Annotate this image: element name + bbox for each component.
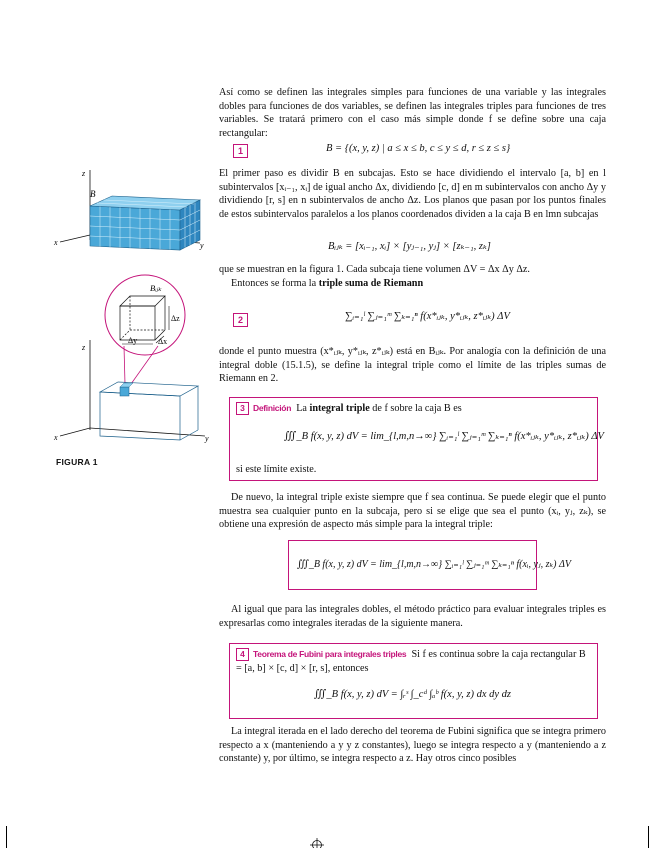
riemann-intro-text: Entonces se forma la: [231, 278, 319, 289]
riemann-term: triple suma de Riemann: [318, 278, 424, 289]
subbox-equation: Bᵢⱼₖ = [xᵢ₋₁, xᵢ] × [yⱼ₋₁, yⱼ] × [zₖ₋₁, zₖ]: [328, 241, 491, 252]
simple-formula-box: [288, 540, 571, 590]
definition-text-after: de f sobre la caja B es: [369, 403, 462, 414]
label-delta-y: Δy: [128, 336, 138, 345]
label-delta-z: Δz: [171, 314, 180, 323]
small-subbox: [120, 383, 133, 396]
fubini-formula: ∭_B f(x, y, z) dV = ∫ᵣˢ ∫_cᵈ ∫ₐᵇ f(x, y, z) dx dy dz: [314, 689, 512, 700]
definition-text-before: La: [296, 403, 310, 414]
eq1-box-definition: B = {(x, y, z) | a ≤ x ≤ b, c ≤ y ≤ d, r ≤ z ≤ s}: [326, 143, 511, 154]
definition-closing: si este límite existe.: [236, 464, 317, 475]
definition-number: 3: [236, 402, 249, 415]
fubini-header: [236, 648, 588, 675]
simple-formula: ∭_B f(x, y, z) dV = lim_{l,m,n→∞} ∑ᵢ₌₁ˡ ∑ⱼ₌₁ᵐ ∑ₖ₌₁ⁿ f(xᵢ, yⱼ, zₖ) ΔV: [297, 559, 571, 570]
label-delta-x: Δx: [158, 337, 168, 346]
subdivision-paragraph: El primer paso es dividir B en subcajas. Esto se hace dividiendo el intervalo [a, b] en l subintervalos [xᵢ₋₁, xᵢ] de igual ancho Δx, dividiendo [c, d] en m subintervalos con ancho Δy y dividiendo [r, s] en n subintervalos de ancho Δz. Los planos que pasan por los puntos finales de estos subintervalos paralelos a los planos coordenados dividen a la caja B en lmn subcajas: [219, 168, 606, 220]
iterated-integral-paragraph: La integral iterada en el lado derecho del teorema de Fubini significa que se integra primero respecto a x (manteniendo a y y z constantes), luego se integra respecto a y (manteniendo a z constante) y, por último, se integra respecto a z. Hay otros cinco posibles: [219, 726, 606, 765]
label-B: B: [90, 189, 96, 199]
continuity-paragraph: De nuevo, la integral triple existe siempre que f sea continua. Se puede elegir que el punto muestra sea cualquier punto en la subcaja, pero si se elige que sea el punto (xᵢ, yⱼ, zₖ), se obtiene una expresión de aspecto más simple para la integral triple:: [219, 492, 606, 531]
axis-y-label-bottom: y: [205, 434, 209, 443]
crop-mark-left: [6, 826, 7, 848]
axis-x-label-top: x: [54, 238, 58, 247]
fubini-theorem-box: [229, 643, 598, 719]
axis-x-label-bottom: x: [54, 433, 58, 442]
sample-point-paragraph: donde el punto muestra (x*ᵢⱼₖ, y*ᵢⱼₖ, z*ᵢⱼₖ) está en Bᵢⱼₖ. Por analogía con la definición de una integral doble (15.1.5), se define la integral triple como el límite de las triples sumas de Riemann en 2.: [219, 346, 606, 385]
fubini-number: 4: [236, 648, 249, 661]
definition-header: [236, 402, 462, 415]
definition-label: Definición: [253, 403, 292, 413]
axis-z-label-bottom: z: [82, 343, 86, 352]
intro-paragraph: Así como se definen las integrales simples para funciones de una variable y las integrales dobles para funciones de dos variables, se definen las integrales triples para funciones de tres variables. Se tratará primero con el caso más simple donde f se define sobre una caja rectangular:: [219, 87, 606, 139]
registration-mark: [310, 838, 324, 848]
definition-bold: integral triple: [309, 403, 370, 414]
fubini-intro-paragraph: Al igual que para las integrales dobles, el método práctico para evaluar integrales triples es expresarlas como integrales iteradas de la siguiente manera.: [219, 604, 606, 629]
axis-y-label-top: y: [200, 241, 204, 250]
figure-caption: FIGURA 1: [56, 457, 98, 467]
figure-reference-paragraph: que se muestran en la figura 1. Cada subcaja tiene volumen ΔV = Δx Δy Δz.: [219, 264, 530, 275]
riemann-sum-intro: [219, 277, 606, 291]
label-Bijk: Bᵢⱼₖ: [150, 283, 162, 293]
axis-z-label-top: z: [82, 169, 86, 178]
grid-box-B: [90, 196, 200, 250]
fubini-statement: Si f es continua sobre la caja rectangular B = [a, b] × [c, d] × [r, s], entonces: [236, 649, 586, 674]
crop-mark-right: [648, 826, 649, 848]
eq2-number: 2: [233, 313, 248, 327]
fubini-label: Teorema de Fubini para integrales triples: [253, 649, 407, 659]
definition-box: [229, 397, 604, 481]
eq2-riemann-sum: ∑ᵢ₌₁ˡ ∑ⱼ₌₁ᵐ ∑ₖ₌₁ⁿ f(x*ᵢⱼₖ, y*ᵢⱼₖ, z*ᵢⱼₖ) ΔV: [345, 311, 510, 322]
definition-formula: ∭_B f(x, y, z) dV = lim_{l,m,n→∞} ∑ᵢ₌₁ˡ ∑ⱼ₌₁ᵐ ∑ₖ₌₁ⁿ f(x*ᵢⱼₖ, y*ᵢⱼₖ, z*ᵢⱼₖ) ΔV: [284, 431, 604, 442]
eq1-number: 1: [233, 144, 248, 158]
